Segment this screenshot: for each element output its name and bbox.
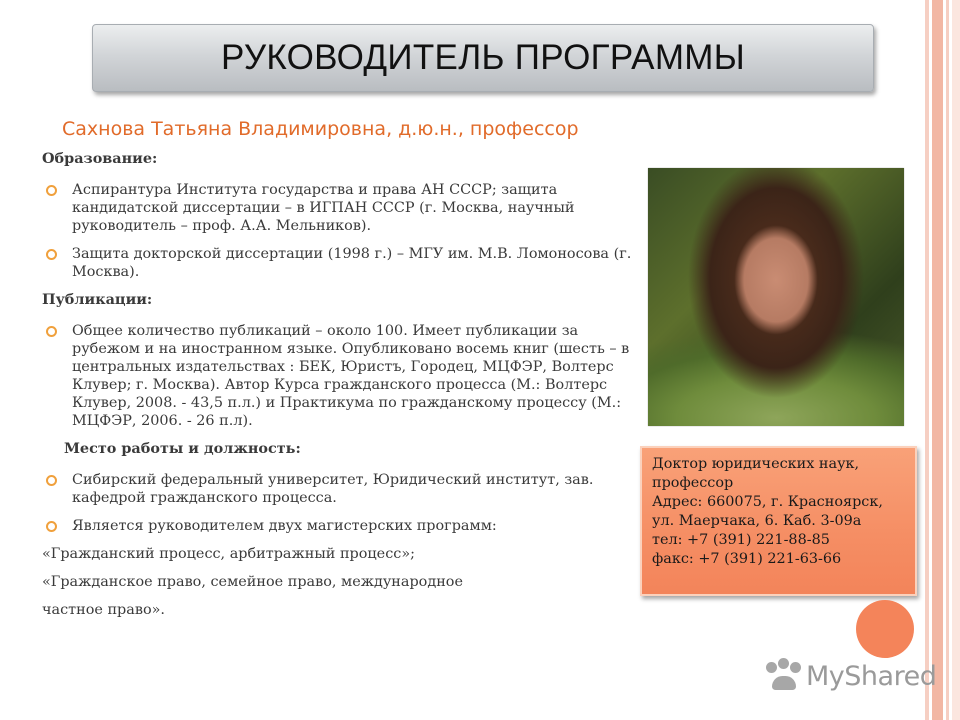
program-line: частное право». [42, 602, 165, 618]
bullet-icon [46, 475, 57, 486]
myshared-people-icon [766, 658, 802, 694]
title-banner [92, 24, 874, 92]
contact-line: тел: +7 (391) 221-88-85 [652, 532, 830, 548]
bullet-icon [46, 185, 57, 196]
border-stripe [946, 0, 949, 720]
work-item: Сибирский федеральный университет, Юридический институт, зав. кафедрой гражданского процесса. [72, 472, 594, 506]
list-item [42, 471, 634, 507]
list-item [42, 181, 634, 235]
contact-line: ул. Маерчака, 6. Каб. 3-09а [652, 513, 862, 529]
bullet-icon [46, 326, 57, 337]
education-item: Защита докторской диссертации (1998 г.) – МГУ им. М.В. Ломоносова (г. Москва). [72, 246, 632, 280]
watermark-logo [766, 656, 936, 696]
list-item [42, 517, 634, 535]
list-item [42, 322, 634, 430]
publications-heading: Публикации: [42, 291, 153, 308]
contact-box [640, 446, 917, 596]
border-stripe [925, 0, 929, 720]
portrait-photo [648, 168, 904, 426]
person-name: Сахнова Татьяна Владимировна, д.ю.н., профессор [62, 118, 579, 140]
education-item: Аспирантура Института государства и права АН СССР; защита кандидатской диссертации – в ИГПАН СССР (г. Москва, научный руководитель – проф. А.А. Мельников). [72, 182, 575, 234]
watermark-text: MyShared [806, 660, 937, 692]
publications-item: Общее количество публикаций – около 100. Имеет публикации за рубежом и на иностранном языке. Опубликовано восемь книг (шесть – в центральных издательствах : БЕК, Юристъ, Городец, МЦФЭР, Волтерс Клувер; г. Москва). Автор Курса гражданского процесса (М.: Волтерс Клувер, 2008. - 43,5 п.л.) и Практикума по гражданскому процессу (М.: МЦФЭР, 2006. - 26 п.л). [72, 323, 630, 429]
work-heading: Место работы и должность: [64, 440, 301, 457]
bio-content [42, 150, 634, 629]
contact-line: Адрес: 660075, г. Красноярск, [652, 494, 883, 510]
work-item: Является руководителем двух магистерских программ: [72, 518, 497, 534]
program-line: «Гражданское право, семейное право, международное [42, 574, 463, 590]
program-line: «Гражданский процесс, арбитражный процесс»; [42, 546, 415, 562]
contact-line: Доктор юридических наук, [652, 456, 860, 472]
decorative-circle [856, 600, 914, 658]
contact-line: факс: +7 (391) 221-63-66 [652, 551, 842, 567]
education-heading: Образование: [42, 150, 158, 167]
page-title: РУКОВОДИТЕЛЬ ПРОГРАММЫ [220, 38, 746, 77]
contact-line: профессор [652, 475, 734, 491]
bullet-icon [46, 521, 57, 532]
border-stripe [932, 0, 943, 720]
bullet-icon [46, 249, 57, 260]
border-stripe [952, 0, 960, 720]
list-item [42, 245, 634, 281]
